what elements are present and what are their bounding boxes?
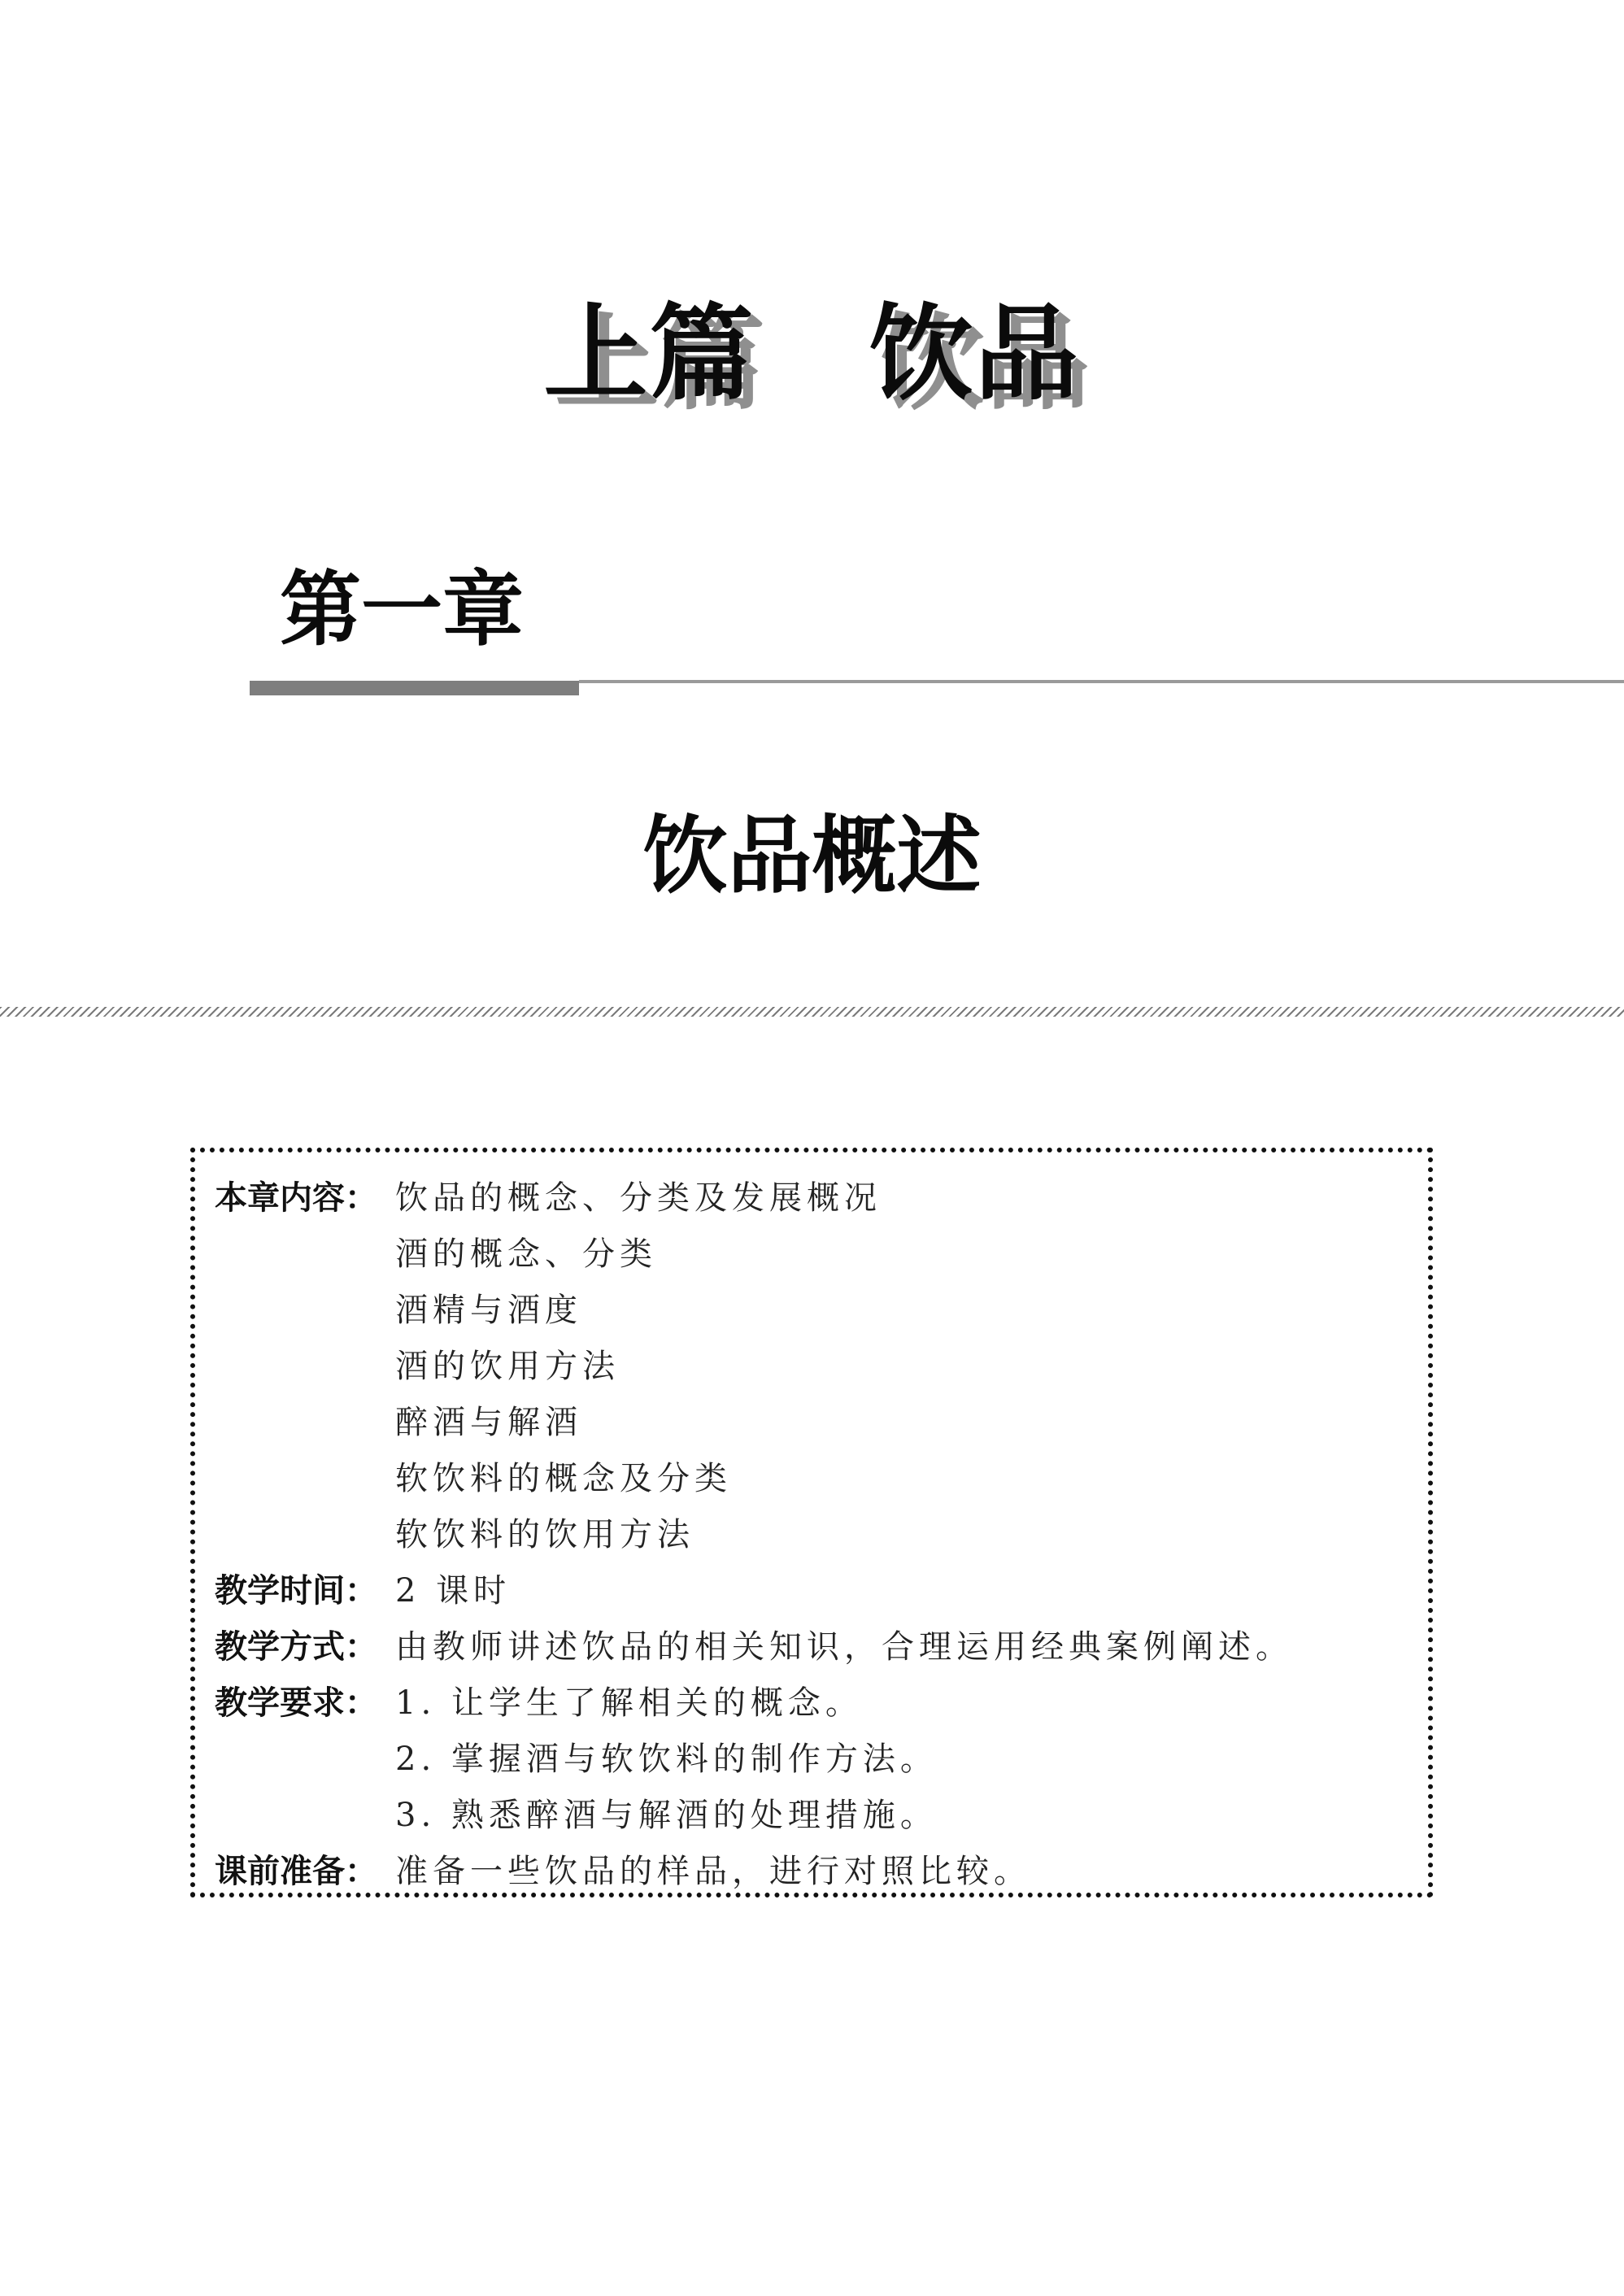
content-item: 软饮料的概念及分类 [395, 1460, 732, 1497]
info-row-method [215, 1619, 1428, 1675]
part-title [0, 294, 1624, 415]
method-value: 由教师讲述饮品的相关知识，合理运用经典案例阐述。 [395, 1628, 1293, 1666]
info-row-content [215, 1451, 1428, 1507]
method-label: 教学方式： [215, 1628, 377, 1666]
requirement-item: 3. 熟悉醉酒与解酒的处理措施。 [395, 1797, 938, 1834]
info-row-content [215, 1339, 1428, 1395]
info-row-requirements [215, 1675, 1428, 1732]
info-row-content [215, 1395, 1428, 1451]
chapter-info-box [190, 1148, 1433, 1897]
content-label: 本章内容： [215, 1179, 377, 1217]
time-label: 教学时间： [215, 1572, 377, 1610]
chapter-rule-thick [250, 681, 579, 695]
chapter-title: 饮品概述 [642, 805, 982, 905]
info-row-content [215, 1283, 1428, 1339]
info-row-content [215, 1507, 1428, 1563]
info-row-preparation [215, 1844, 1428, 1900]
content-item: 酒精与酒度 [395, 1292, 582, 1329]
requirements-label: 教学要求： [215, 1684, 377, 1722]
preparation-value: 准备一些饮品的样品，进行对照比较。 [395, 1853, 1031, 1890]
chapter-rule-thin [579, 680, 1624, 683]
time-value: 2 课时 [395, 1572, 512, 1610]
content-item: 酒的概念、分类 [395, 1235, 657, 1273]
info-row-time [215, 1563, 1428, 1619]
info-row-requirements [215, 1788, 1428, 1844]
content-item: 软饮料的饮用方法 [395, 1516, 694, 1553]
info-row-requirements [215, 1732, 1428, 1788]
requirement-item: 2. 掌握酒与软饮料的制作方法。 [395, 1741, 938, 1778]
preparation-label: 课前准备： [215, 1853, 377, 1890]
requirement-item: 1. 让学生了解相关的概念。 [395, 1684, 863, 1722]
info-row-content [215, 1226, 1428, 1283]
info-row-content [215, 1170, 1428, 1226]
part-title-part1: 上篇 [543, 294, 755, 415]
content-item: 饮品的概念、分类及发展概况 [395, 1179, 882, 1217]
part-title-part2: 饮品 [869, 294, 1081, 415]
content-item: 酒的饮用方法 [395, 1348, 620, 1385]
hatched-divider [0, 1007, 1624, 1017]
content-item: 醉酒与解酒 [395, 1404, 582, 1441]
chapter-label: 第一章 [280, 562, 524, 657]
